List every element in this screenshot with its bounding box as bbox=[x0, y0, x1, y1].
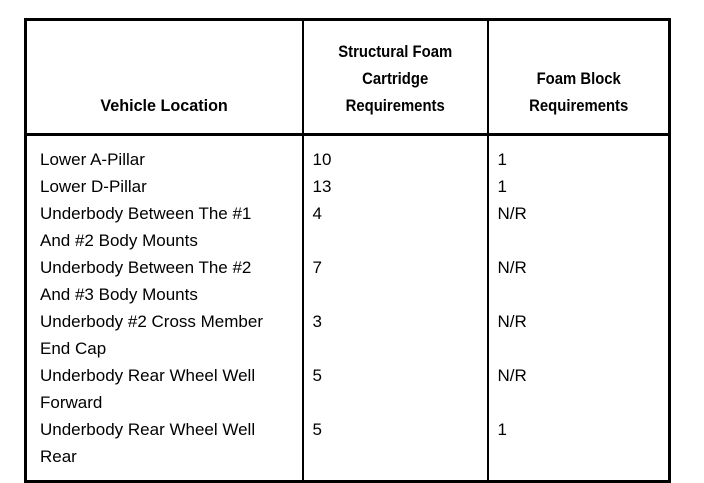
cell-block: N/R bbox=[488, 362, 670, 416]
cell-cartridge: 4 bbox=[303, 200, 488, 254]
cell-location: Underbody Rear Wheel Well Rear bbox=[26, 416, 303, 482]
cell-block: 1 bbox=[488, 173, 670, 200]
cell-block: N/R bbox=[488, 200, 670, 254]
header-row bbox=[26, 20, 670, 135]
foam-requirements-table bbox=[24, 18, 671, 483]
cell-cartridge: 7 bbox=[303, 254, 488, 308]
table-row bbox=[26, 135, 670, 174]
cell-location: Underbody Between The #2 And #3 Body Mounts bbox=[26, 254, 303, 308]
table-row bbox=[26, 308, 670, 362]
cell-cartridge: 5 bbox=[303, 362, 488, 416]
cell-cartridge: 10 bbox=[303, 135, 488, 174]
cell-location: Underbody Rear Wheel Well Forward bbox=[26, 362, 303, 416]
table-body bbox=[26, 135, 670, 482]
header-structural-foam-cartridge: Structural Foam Cartridge Requirements bbox=[310, 20, 480, 135]
header-vehicle-location: Vehicle Location bbox=[26, 20, 303, 135]
cell-location: Underbody Between The #1 And #2 Body Mounts bbox=[26, 200, 303, 254]
cell-location: Lower D-Pillar bbox=[26, 173, 303, 200]
table-row bbox=[26, 254, 670, 308]
cell-cartridge: 3 bbox=[303, 308, 488, 362]
cell-location: Lower A-Pillar bbox=[26, 135, 303, 174]
cell-block: 1 bbox=[488, 416, 670, 482]
cell-cartridge: 13 bbox=[303, 173, 488, 200]
cell-location: Underbody #2 Cross Member End Cap bbox=[26, 308, 303, 362]
table-row bbox=[26, 173, 670, 200]
table-header bbox=[26, 20, 670, 135]
cell-block: N/R bbox=[488, 308, 670, 362]
table-row bbox=[26, 416, 670, 482]
cell-cartridge: 5 bbox=[303, 416, 488, 482]
header-foam-block: Foam Block Requirements bbox=[495, 20, 662, 135]
cell-block: N/R bbox=[488, 254, 670, 308]
table-row bbox=[26, 362, 670, 416]
table-row bbox=[26, 200, 670, 254]
cell-block: 1 bbox=[488, 135, 670, 174]
